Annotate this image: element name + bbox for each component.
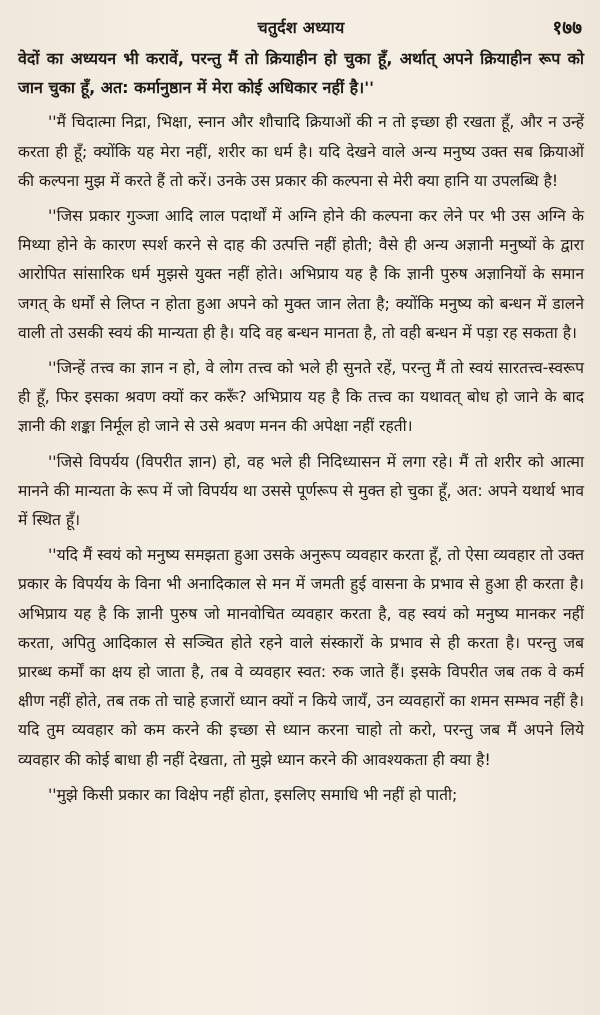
paragraph: ''मुझे किसी प्रकार का विक्षेप नहीं होता, इसलिए समाधि भी नहीं हो पाती; [48, 785, 458, 804]
page-number: १७७ [552, 17, 582, 39]
paragraph: ''मैं चिदात्मा निद्रा, भिक्षा, स्नान और शौचादि क्रियाओं की न तो इच्छा ही रखता हूँ, और न उन्हें करता ही हूँ; क्योंकि यह मेरा नहीं, शरीर का धर्म है। यदि देखने वाले अन्य मनुष्य उक्त सब क्रियाओं की कल्पना मुझ में करते हैं तो करें। उनके उस प्रकार की कल्पना से मेरी क्या हानि या उपलब्धि है! [18, 113, 584, 190]
paragraph: ''जिस प्रकार गुञ्जा आदि लाल पदार्थों में अग्नि होने की कल्पना कर लेने पर भी उस अग्नि के मिथ्या होने के कारण स्पर्श करने से दाह की उत्पत्ति नहीं होती; वैसे ही अन्य अज्ञानी मनुष्यों के द्वारा आरोपित सांसारिक धर्म मुझसे युक्त नहीं होते। अभिप्राय यह है कि ज्ञानी पुरुष अज्ञानियों के समान जगत् के धर्मों से लिप्त न होता हुआ अपने को मुक्त जान लेता है; क्योंकि मनुष्य को बन्धन में डालने वाली तो उसकी स्वयं की मान्यता ही है। यदि वह बन्धन मानता है, तो वही बन्धन में पड़ा रह सकता है। [18, 207, 584, 342]
paragraph: ''यदि मैं स्वयं को मनुष्य समझता हुआ उसके अनुरूप व्यवहार करता हूँ, तो ऐसा व्यवहार तो उक्त प्रकार के विपर्यय के विना भी अनादिकाल से मन में जमती हुई वासना के प्रभाव से हुआ ही करता है। अभिप्राय यह है कि ज्ञानी पुरुष जो मानवोचित व्यवहार करता है, वह स्वयं को मनुष्य मानकर नहीं करता, अपितु आदिकाल से सञ्चित होते रहने वाले संस्कारों के प्रभाव से ही करता है। परन्तु जब प्रारब्ध कर्मों का क्षय हो जाता है, तब वे व्यवहार स्वत: रुक जाते हैं। इसके विपरीत जब तक वे कर्म क्षीण नहीं होते, तब तक तो चाहे हजारों ध्यान क्यों न किये जायँ, उन व्यवहारों का शमन सम्भव नहीं है। यदि तुम व्यवहार को कम करने की इच्छा से ध्यान करना चाहो तो करो, परन्तु जब मैं अपने लिये व्यवहार की कोई बाधा ही नहीं देखता, तो मुझे ध्यान करने की आवश्यकता ही क्या है! [18, 546, 584, 769]
paragraph: ''जिसे विपर्यय (विपरीत ज्ञान) हो, वह भले ही निदिध्यासन में लगा रहे। मैं तो शरीर को आत्मा मानने की मान्यता के रूप में जो विपर्यय था उससे पूर्णरूप से मुक्त हो चुका हूँ, अत: अपने यथार्थ भाव में स्थित हूँ। [18, 452, 584, 530]
running-title: चतुर्दश अध्याय [257, 18, 345, 37]
paragraph: ''जिन्हें तत्त्व का ज्ञान न हो, वे लोग तत्त्व को भले ही सुनते रहें, परन्तु मैं तो स्वयं सारतत्त्व-स्वरूप ही हूँ, फिर इसका श्रवण क्यों कर करूँ? अभिप्राय यह है कि तत्त्व का यथावत् बोध हो जाने के बाद ज्ञानी की शङ्का निर्मूल हो जाने से उसे श्रवण मनन की अपेक्षा नहीं रहती। [18, 359, 584, 436]
page-header [18, 0, 584, 44]
paragraph-continued: वेदों का अध्ययन भी करावें, परन्तु मैं तो क्रियाहीन हो चुका हूँ, अर्थात् अपने क्रियाहीन रूप को जान चुका हूँ, अत: कर्मानुष्ठान में मेरा कोई अधिकार नहीं है।'' [18, 49, 584, 98]
body-text [18, 44, 584, 810]
